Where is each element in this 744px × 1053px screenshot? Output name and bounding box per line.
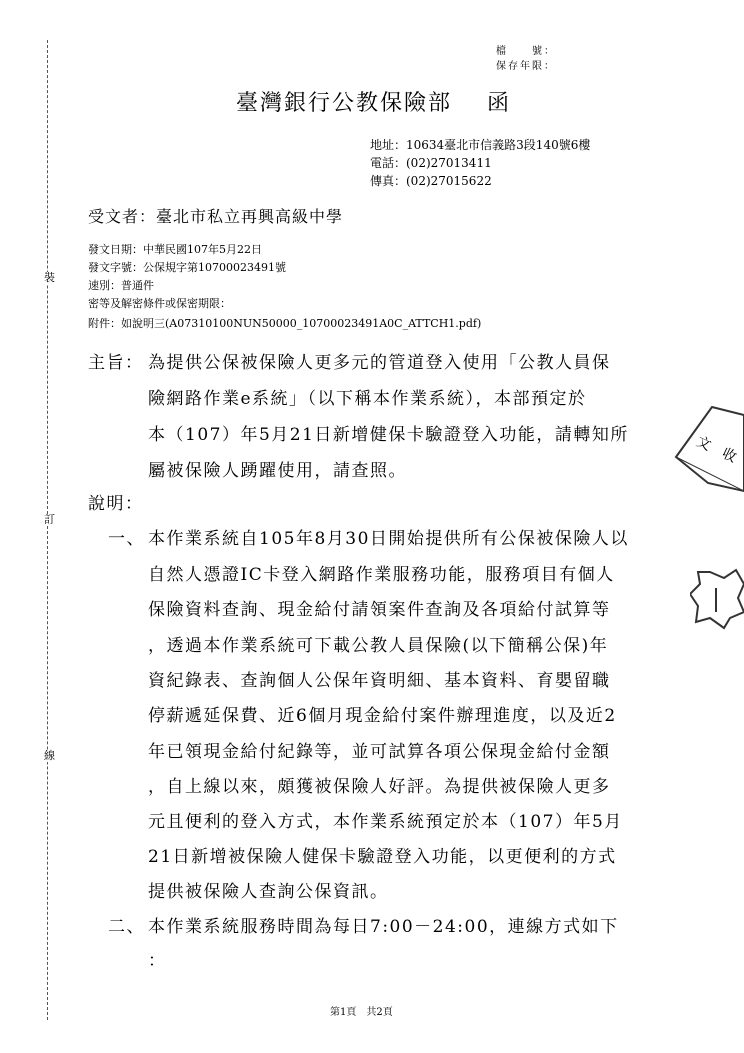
attachment: 附件：如說明三(A07310100NUN50000_10700023491A0C_ATTCH1.pdf) [88, 317, 482, 330]
security-level: 密等及解密條件或保密期限： [88, 297, 231, 310]
org-title: 臺灣銀行公教保險部 [236, 91, 453, 116]
page-footer: 第1頁 共2頁 [330, 1007, 393, 1018]
issue-number: 發文字號：公保規字第10700023491號 [88, 261, 286, 274]
recipient: 受文者：臺北市私立再興高級中學 [88, 207, 344, 226]
subject-line: 本（107）年5月21日新增健保卡驗證登入功能，請轉知所 [148, 425, 629, 445]
item2-line: ： [148, 951, 167, 971]
item-marker: 一、 [108, 529, 145, 549]
fax-line: 傳真：(02)27015622 [370, 174, 492, 188]
stamp-text: 文 收 [693, 433, 739, 466]
explanation-label: 說明： [88, 494, 144, 514]
issue-date: 發文日期：中華民國107年5月22日 [88, 243, 262, 256]
binding-mark-line: 線 [44, 749, 55, 762]
binding-mark-bind: 裝 [44, 271, 55, 284]
item1-line: 保險資料查詢、現金給付請領案件查詢及各項給付試算等 [148, 600, 611, 620]
item1-line: 資紀錄表、查詢個人公保年資明細、基本資料、育嬰留職 [148, 671, 611, 691]
item-marker: 二、 [108, 917, 145, 937]
phone-line: 電話：(02)27013411 [370, 156, 492, 170]
item1-line: 本作業系統自105年8月30日開始提供所有公保被保險人以 [148, 529, 629, 549]
item1-line: 21日新增被保險人健保卡驗證登入功能，以更便利的方式 [148, 847, 617, 867]
binding-mark-staple: 訂 [44, 513, 55, 526]
file-no-label: 檔 號： [496, 46, 556, 57]
subject-line: 屬被保險人踴躍使用，請查照。 [148, 461, 407, 481]
subject-line: 為提供公保被保險人更多元的管道登入使用「公教人員保 [148, 353, 611, 373]
binding-line [47, 40, 48, 1020]
doc-type: 函 [487, 91, 512, 116]
item1-line: 元且便利的登入方式，本作業系統預定於本（107）年5月 [148, 812, 623, 832]
subject-line: 險網路作業e系統」（以下稱本作業系統），本部預定於 [148, 389, 587, 409]
item1-line: 年已領現金給付紀錄等，並可試算各項公保現金給付金額 [148, 742, 611, 762]
item1-line: ，透過本作業系統可下載公教人員保險(以下簡稱公保)年 [148, 636, 609, 656]
item1-line: 停薪遞延保費、近6個月現金給付案件辦理進度，以及近2 [148, 706, 617, 726]
address-line: 地址：10634臺北市信義路3段140號6樓 [370, 138, 591, 152]
item1-line: ，自上線以來，頗獲被保險人好評。為提供被保險人更多 [148, 777, 611, 797]
item1-line: 自然人憑證IC卡登入網路作業服務功能，服務項目有個人 [148, 565, 615, 585]
item2-line: 本作業系統服務時間為每日7:00－24:00，連線方式如下 [148, 917, 619, 937]
item1-line: 提供被保險人查詢公保資訊。 [148, 882, 389, 902]
subject-label: 主旨： [88, 353, 144, 373]
speed: 速別：普通件 [88, 279, 154, 292]
retention-label: 保存年限： [496, 61, 556, 72]
received-stamp [672, 405, 744, 495]
seal-mark [690, 568, 744, 630]
